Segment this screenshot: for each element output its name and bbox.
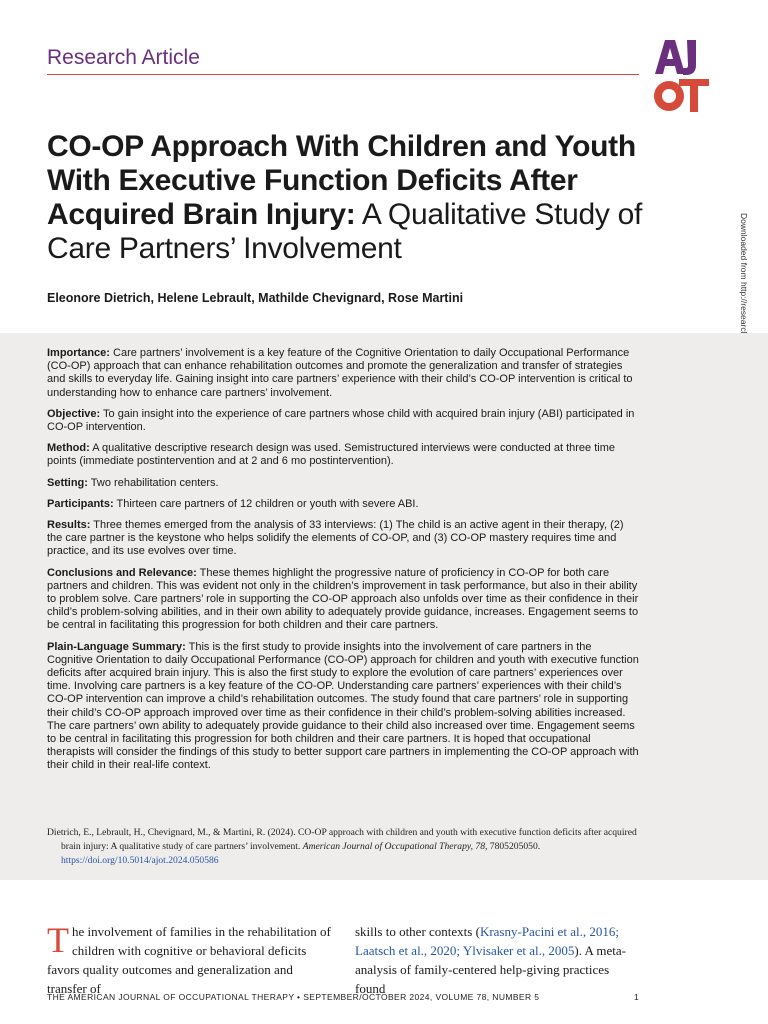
abstract-label: Objective: <box>47 407 101 420</box>
abstract-conclusions <box>47 567 640 633</box>
article-title-subtitle: A Qualitative Study of Care Partners’ Involvement <box>47 198 643 265</box>
page-number: 1 <box>634 992 639 1002</box>
abstract-method <box>47 442 640 468</box>
abstract-label: Setting: <box>47 476 88 489</box>
abstract-text: Two rehabilitation centers. <box>87 476 219 489</box>
abstract-label: Participants: <box>47 497 114 510</box>
citation-text: Dietrich, E., Lebrault, H., Chevignard, M., & Martini, R. (2024). CO-OP approach with children and youth with executive function deficits after acquired <box>47 827 637 838</box>
abstract-text: These themes highlight the progressive nature of proficiency in CO-OP for both care partners and children. This was evident not only in the children’s improvement in task performance, but also in their ability to problem solve. Care partners’ role in supporting the CO-OP approach also unfolds over time as their confidence in their child’s problem-solving abilities, and in their own ability to adequately provide guidance, increases. Engagement seems to be central in facilitating this progression for both children and their care partners. <box>47 566 639 632</box>
abstract-label: Results: <box>47 519 91 532</box>
abstract-label: Conclusions and Relevance: <box>47 566 197 579</box>
abstract-label: Method: <box>47 442 90 455</box>
citation-continued <box>47 840 643 868</box>
body-text: ). A meta-analysis of family-centered help-giving practices found <box>355 943 627 996</box>
footer-journal-line: THE AMERICAN JOURNAL OF OCCUPATIONAL THERAPY • SEPTEMBER/OCTOBER 2024, VOLUME 78, NUMBER 5 <box>47 992 540 1002</box>
body-column-right <box>355 922 640 998</box>
body-text: skills to other contexts ( <box>355 924 480 939</box>
abstract-text: Three themes emerged from the analysis of 33 interviews: (1) The child is an active agent in their therapy, (2) the care partner is the keystone who helps solidify the elements of CO-OP, and (3) CO-OP mastery requires time and practice, and its use evolves over time. <box>47 519 624 558</box>
abstract-importance <box>47 347 640 400</box>
abstract-participants <box>47 498 640 511</box>
section-label: Research Article <box>47 46 200 69</box>
abstract-text: Care partners’ involvement is a key feature of the Cognitive Orientation to daily Occupational Performance (CO-OP) approach that can enhance rehabilitation outcomes and promote the generalization and transfer of strategies and skills to everyday life. Gaining insight into care partners’ experience with their child’s CO-OP intervention is critical to understanding how to enhance care partners’ involvement. <box>47 347 633 399</box>
body-text: he involvement of families in the rehabilitation of children with cognitive or behavioral deficits favors quality outcomes and generalization and transfer of <box>47 924 331 996</box>
article-title-main: CO-OP Approach With Children and Youth With Executive Function Deficits After Acquired Brain Injury: <box>47 130 636 231</box>
doi-link[interactable]: https://doi.org/10.5014/ajot.2024.050586 <box>61 855 219 866</box>
citation-text: 7805205050. <box>487 841 541 852</box>
reference-link[interactable]: Krasny-Pacini et al., 2016; Laatsch et al., 2020; Ylvisaker et al., 2005 <box>355 924 619 958</box>
body-column-left <box>47 922 332 998</box>
citation-text: brain injury: A qualitative study of care partners’ involvement. <box>61 841 303 852</box>
abstract-results <box>47 519 640 559</box>
drop-cap: T <box>47 920 69 960</box>
abstract-text: To gain insight into the experience of care partners whose child with acquired brain injury (ABI) participated in CO-OP intervention. <box>47 407 635 434</box>
abstract-text: This is the first study to provide insights into the involvement of care partners in the Cognitive Orientation to daily Occupational Performance (CO-OP) approach for children and youth with executive function deficits after acquired brain injury. This is also the first study to explore the evolution of care partners’ experiences over time. Involving care partners is a key feature of the CO-OP. Understanding care partners’ experiences with their child’s CO-OP intervention can improve a child’s rehabilitation outcomes. The study found that care partners’ role in supporting their child’s CO-OP approach improved over time as their confidence in their child’s problem-solving abilities increased. The care partners’ own ability to adequately provide guidance to their child also increased over time. Engagement seems to be central in facilitating this progression for both children and their care partners. It is hoped that occupational therapists will consider the findings of this study to better support care partners in implementing the CO-OP approach with their child in their real-life context. <box>47 640 639 772</box>
abstract-label: Plain-Language Summary: <box>47 640 186 653</box>
abstract-plain-language <box>47 641 640 773</box>
abstract-setting <box>47 477 640 490</box>
abstract-text: Thirteen care partners of 12 children or youth with severe ABI. <box>113 497 419 510</box>
citation-journal: American Journal of Occupational Therapy, 78, <box>302 841 488 852</box>
article-title <box>47 130 687 266</box>
abstract-objective <box>47 408 640 434</box>
ajot-logo <box>653 38 711 114</box>
abstract <box>47 347 640 781</box>
header-rule <box>47 74 639 75</box>
author-list: Eleonore Dietrich, Helene Lebrault, Mathilde Chevignard, Rose Martini <box>47 291 464 305</box>
abstract-text: A qualitative descriptive research design was used. Semistructured interviews were conducted at three time points (immediate postintervention and at 2 and 6 mo postintervention). <box>47 442 615 468</box>
abstract-label: Importance: <box>47 347 110 359</box>
citation <box>47 826 643 868</box>
